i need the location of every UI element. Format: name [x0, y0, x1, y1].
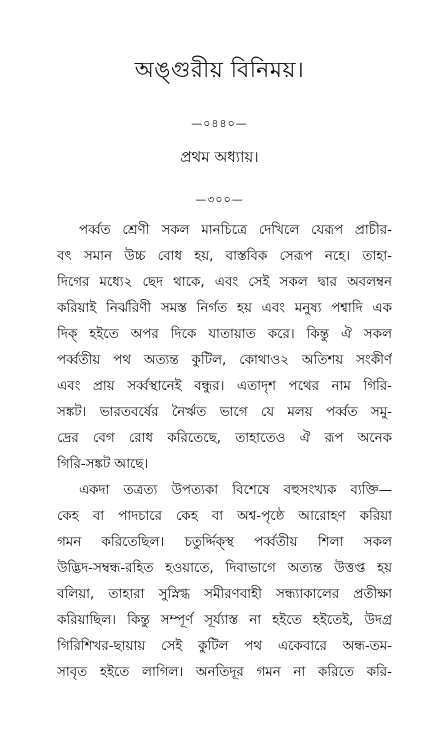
text-line: এবং প্রায় সর্ব্বস্থানেই বন্ধুর। এতাদৃশ পথের নাম গিরি-: [57, 379, 392, 394]
text-line: কেহ বা পাদচারে কেহ বা অশ্ব-পৃষ্ঠে আরোহণ করিয়া: [57, 509, 392, 524]
body-text: [57, 218, 392, 686]
text-line: গিরি-সঙ্কট আছে।: [57, 457, 149, 472]
text-line: পর্ব্বত শ্রেণী সকল মানচিত্রে দেখিলে যেরূপ প্রাচীর-: [79, 223, 392, 238]
text-line: বৎ সমান উচ্চ বোধ হয়, বাস্তবিক সেরূপ নহে। তাহা-: [57, 249, 392, 264]
text-line: উদ্ভিদ-সম্বন্ধ-রহিত হওয়াতে, দিবাভাগে অত্যন্ত উত্তপ্ত হয়: [57, 561, 392, 576]
text-line: গিরিশিখর-ছায়ায় সেই কুটিল পথ একেবারে অন্ধ-তম-: [57, 639, 392, 654]
text-line: একদা তত্রত্য উপত্যকা বিশেষে বহুসংখ্যক ব্যক্তি—: [79, 483, 392, 498]
ornament-divider-top: —০৪৪০—: [191, 117, 248, 130]
text-line: সঙ্কট। ভারতবর্ষের নৈর্ঋত ভাগে যে মলয় পর্ব্বত সমু-: [57, 405, 392, 420]
text-line: বলিয়া, তাহারা সুস্নিগ্ধ সমীরণবাহী সন্ধ্যাকালের প্রতীক্ষা: [57, 587, 392, 602]
text-line: করিয়াই নির্ঝরিণী সমস্ত নির্গত হয় এবং মনুষ্য পশ্বাদি এক: [57, 301, 392, 316]
ornament-divider-bottom: —৩০০—: [195, 193, 244, 206]
text-line: দিগের মধ্যে২ ছেদ থাকে, এবং সেই সকল দ্বার অবলম্বন: [57, 275, 392, 290]
text-line: দিক্ হইতে অপর দিকে যাতায়াত করে। কিন্তু ঐ সকল: [57, 327, 392, 342]
text-line: পর্ব্বতীয় পথ অত্যন্ত কুটিল, কোথাও২ অতিশয় সংকীর্ণ: [57, 353, 392, 368]
text-line: গমন করিতেছিল। চতুর্দ্দিক্স্থ পর্ব্বতীয় শিলা সকল: [57, 535, 392, 550]
text-line: দ্রের বেগ রোধ করিতেছে, তাহাতেও ঐ রূপ অনেক: [57, 431, 392, 446]
text-line: সাবৃত হইতে লাগিল। অনতিদূর গমন না করিতে করি-: [57, 665, 392, 680]
chapter-heading: প্রথম অধ্যায়।: [180, 148, 259, 166]
page-title: অঙ্গুরীয় বিনিময়।: [134, 58, 305, 83]
text-line: করিয়াছিল। কিন্তু সম্পূর্ণ সূর্য্যাস্ত না হইতে হইতেই, উদগ্র: [57, 613, 392, 628]
